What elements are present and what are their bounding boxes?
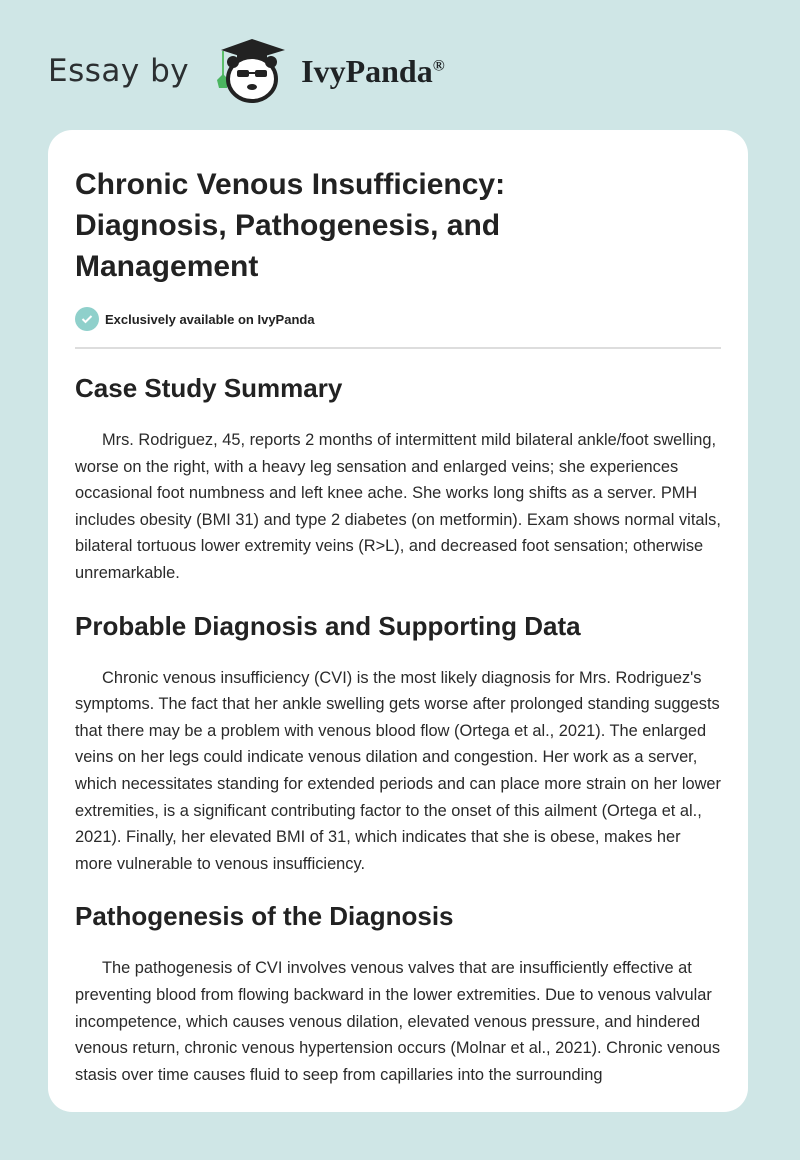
section-case-summary xyxy=(75,371,721,587)
section-heading: Case Study Summary xyxy=(75,373,343,403)
brand-name: IvyPanda® xyxy=(301,52,445,89)
section-paragraph: Mrs. Rodriguez, 45, reports 2 months of intermittent mild bilateral ankle/foot swelling, worse on the right, with a heavy leg sensation and enlarged veins; she experiences occasional foot numbness and left knee ache. She works long shifts as a server. PMH includes obesity (BMI 31) and type 2 diabetes (on metformin). Exam shows normal vitals, bilateral tortuous lower extremity veins (R>L), and decreased foot sensation; otherwise unremarkable. xyxy=(75,431,721,582)
essay-title: Chronic Venous Insufficiency: Diagnosis, Pathogenesis, and Management xyxy=(75,168,506,283)
section-heading: Probable Diagnosis and Supporting Data xyxy=(75,610,581,641)
exclusive-badge xyxy=(75,307,721,331)
exclusive-text: Exclusively available on IvyPanda xyxy=(105,311,315,327)
panda-logo-icon xyxy=(207,36,297,106)
section-paragraph: The pathogenesis of CVI involves venous valves that are insufficiently effective at preventing blood from flowing backward in the lower extremities. Due to venous valvular incompetence, which causes venous dilation, elevated venous pressure, and hindered venous return, chronic venous hypertension occurs (Molnar et al., 2021). Chronic venous stasis over time causes fluid to seep from capillaries into the surrounding xyxy=(75,959,721,1084)
essay-card xyxy=(48,130,748,1112)
brand-prefix: Essay by xyxy=(48,53,190,89)
section-pathogenesis xyxy=(75,899,721,1088)
check-icon xyxy=(75,307,99,331)
brand-header[interactable] xyxy=(48,36,445,106)
divider xyxy=(75,347,721,349)
section-heading: Pathogenesis of the Diagnosis xyxy=(75,901,454,932)
section-diagnosis xyxy=(75,609,721,878)
section-paragraph: Chronic venous insufficiency (CVI) is the most likely diagnosis for Mrs. Rodriguez's symptoms. The fact that her ankle swelling gets worse after prolonged standing suggests that there may be a problem with venous blood flow (Ortega et al., 2021). The enlarged veins on her legs could indicate venous dilation and congestion. Her work as a server, which necessitates standing for extended periods and can place more strain on her lower extremities, is a significant contributing factor to the onset of this ailment (Ortega et al., 2021). Finally, her elevated BMI of 31, which indicates that she is obese, makes her more vulnerable to venous insufficiency. xyxy=(75,668,721,873)
